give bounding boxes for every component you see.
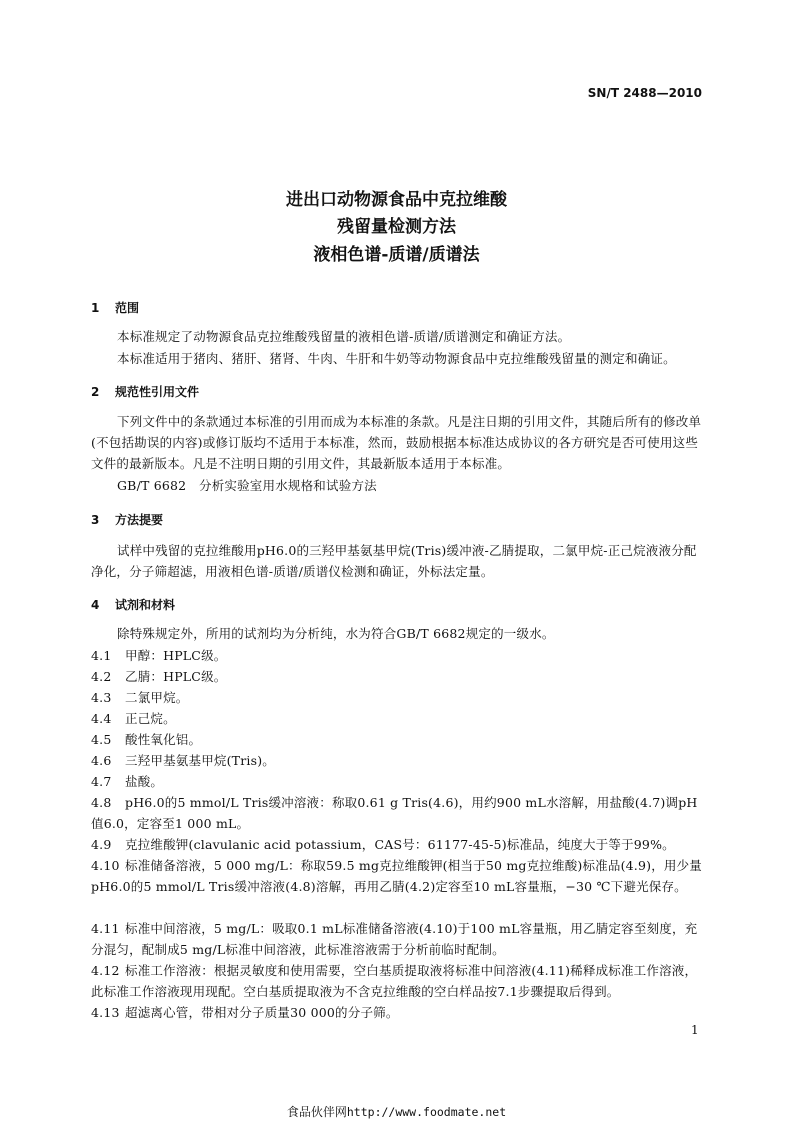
item-number: 4.2 bbox=[91, 669, 112, 684]
section-title: 方法提要 bbox=[115, 513, 164, 527]
section-4-heading bbox=[91, 596, 175, 613]
list-item bbox=[91, 918, 703, 960]
list-item bbox=[91, 792, 703, 834]
list-item bbox=[91, 645, 703, 666]
item-text: 乙腈：HPLC级。 bbox=[125, 669, 227, 684]
list-item bbox=[91, 960, 703, 1002]
list-item bbox=[91, 834, 703, 855]
section-1-paragraph-2: 本标准适用于猪肉、猪肝、猪肾、牛肉、牛肝和牛奶等动物源食品中克拉维酸残留量的测定和确证。 bbox=[117, 351, 676, 366]
item-text: 标准工作溶液：根据灵敏度和使用需要，空白基质提取液将标准中间溶液(4.11)稀释成标准工作溶液，此标准工作溶液现用现配。空白基质提取液为不含克拉维酸的空白样品按7.1步骤提取后得到。 bbox=[91, 963, 698, 999]
footer-site-name: 食品伙伴网 bbox=[286, 1105, 347, 1119]
section-title: 范围 bbox=[115, 301, 140, 315]
item-number: 4.1 bbox=[91, 648, 112, 663]
section-3-heading bbox=[91, 511, 163, 528]
footer bbox=[0, 1103, 793, 1120]
footer-url-link[interactable]: http://www.foodmate.net bbox=[346, 1105, 507, 1119]
item-number: 4.4 bbox=[91, 711, 112, 726]
list-item bbox=[91, 666, 703, 687]
item-text: 正己烷。 bbox=[125, 711, 176, 726]
item-text: 二氯甲烷。 bbox=[125, 690, 189, 705]
section-3-paragraph: 试样中残留的克拉维酸用pH6.0的三羟甲基氨基甲烷(Tris)缓冲液-乙腈提取，二氯甲烷-正己烷液液分配净化，分子筛超滤，用液相色谱-质谱/质谱仪检测和确证，外标法定量。 bbox=[91, 543, 697, 579]
section-1-paragraph-1: 本标准规定了动物源食品克拉维酸残留量的液相色谱-质谱/质谱测定和确证方法。 bbox=[117, 329, 571, 344]
title-line-3: 液相色谱-质谱/质谱法 bbox=[313, 245, 480, 265]
section-title: 试剂和材料 bbox=[115, 598, 176, 612]
item-text: 酸性氧化铝。 bbox=[125, 732, 202, 747]
section-number: 3 bbox=[91, 513, 100, 527]
item-text: 三羟甲基氨基甲烷(Tris)。 bbox=[125, 753, 275, 768]
section-title: 规范性引用文件 bbox=[115, 385, 200, 399]
section-number: 2 bbox=[91, 385, 100, 399]
list-item bbox=[91, 708, 703, 729]
item-number: 4.13 bbox=[91, 1005, 120, 1020]
item-number: 4.9 bbox=[91, 837, 112, 852]
item-text: pH6.0的5 mmol/L Tris缓冲溶液：称取0.61 g Tris(4.6)，用约900 mL水溶解，用盐酸(4.7)调pH值6.0，定容至1 000 mL。 bbox=[91, 795, 698, 831]
title-line-1: 进出口动物源食品中克拉维酸 bbox=[286, 190, 507, 210]
standard-number: SN/T 2488—2010 bbox=[587, 86, 702, 100]
list-item bbox=[91, 750, 703, 771]
item-text: 盐酸。 bbox=[125, 774, 164, 789]
section-4-intro: 除特殊规定外，所用的试剂均为分析纯，水为符合GB/T 6682规定的一级水。 bbox=[117, 626, 555, 641]
section-number: 4 bbox=[91, 598, 100, 612]
item-text: 甲醇：HPLC级。 bbox=[125, 648, 227, 663]
list-item bbox=[91, 1002, 703, 1023]
section-2-heading bbox=[91, 383, 199, 400]
item-text: 克拉维酸钾(clavulanic acid potassium，CAS号：61177-45-5)标准品，纯度大于等于99%。 bbox=[125, 837, 675, 852]
item-number: 4.8 bbox=[91, 795, 112, 810]
item-number: 4.10 bbox=[91, 858, 120, 873]
title-line-2: 残留量检测方法 bbox=[337, 217, 456, 237]
item-text: 标准储备溶液，5 000 mg/L：称取59.5 mg克拉维酸钾(相当于50 mg克拉维酸)标准品(4.9)，用少量pH6.0的5 mmol/L Tris缓冲溶液(4.8)溶解，再用乙腈(4.2)定容至10 mL容量瓶，−30 ℃下避光保存。 bbox=[91, 858, 703, 894]
list-item bbox=[91, 729, 703, 750]
item-number: 4.12 bbox=[91, 963, 120, 978]
item-text: 超滤离心管，带相对分子质量30 000的分子筛。 bbox=[125, 1005, 399, 1020]
section-2-reference: GB/T 6682 分析实验室用水规格和试验方法 bbox=[117, 478, 377, 493]
item-number: 4.5 bbox=[91, 732, 112, 747]
page-number: 1 bbox=[691, 1023, 699, 1037]
item-number: 4.3 bbox=[91, 690, 112, 705]
section-number: 1 bbox=[91, 301, 100, 315]
section-1-heading bbox=[91, 299, 139, 316]
item-number: 4.6 bbox=[91, 753, 112, 768]
item-number: 4.7 bbox=[91, 774, 112, 789]
section-2-paragraph-1: 下列文件中的条款通过本标准的引用而成为本标准的条款。凡是注日期的引用文件，其随后所有的修改单(不包括勘误的内容)或修订版均不适用于本标准，然而，鼓励根据本标准达成协议的各方研究是否可使用这些文件的最新版本。凡是不注明日期的引用文件，其最新版本适用于本标准。 bbox=[91, 414, 702, 471]
list-item bbox=[91, 771, 703, 792]
item-text: 标准中间溶液，5 mg/L：吸取0.1 mL标准储备溶液(4.10)于100 mL容量瓶，用乙腈定容至刻度，充分混匀，配制成5 mg/L标准中间溶液，此标准溶液需于分析前临时配制。 bbox=[91, 921, 698, 957]
item-number: 4.11 bbox=[91, 921, 120, 936]
list-item bbox=[91, 855, 703, 897]
list-item bbox=[91, 687, 703, 708]
